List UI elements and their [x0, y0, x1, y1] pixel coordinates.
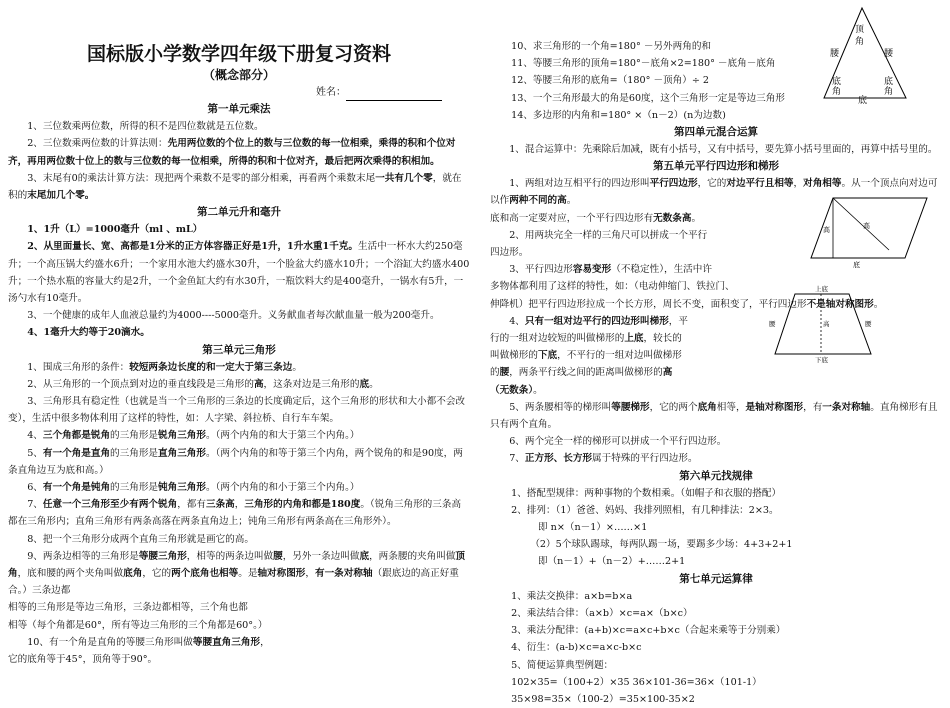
formula-14: 14、多边形的内角和=180° ×（n－2）(n为边数): [511, 109, 726, 121]
para-height-label: 高: [823, 226, 830, 234]
unit7-item2: 2、乘法结合律：（a×b）×c=a×（b×c）: [511, 607, 693, 619]
unit5-item4-line5: （无数条）。: [490, 384, 543, 396]
unit7-item5: 5、简便运算典型例题：: [511, 659, 614, 671]
isosceles-triangle-figure: [812, 4, 922, 104]
page-title: 国标版小学数学四年级下册复习资料: [86, 43, 391, 65]
unit5-item5: 5、两条腰相等的梯形叫等腰梯形，它的两个底角相等，是轴对称图形，有一条对称轴。直角梯形有且只有两个直角。: [490, 401, 938, 431]
para-height2-label: 高: [863, 222, 870, 230]
unit6-heading: 第六单元找规律: [679, 469, 753, 482]
unit5-item4-line2: 行的一组对边较短的叫做梯形的上底，较长的: [490, 333, 682, 345]
trap-leg-right-label: 腰: [865, 320, 872, 328]
formula-11: 11、等腰三角形的顶角=180°－底角×2=180° －底角－底角: [511, 58, 776, 70]
page-subtitle: （概念部分）: [202, 68, 275, 82]
unit3-item6: 6、有一个角是钝角的三角形是钝角三角形。（两个内角的和小于第三个内角。）: [27, 482, 360, 494]
unit3-item7: 7、任意一个三角形至少有两个锐角，都有三条高，三角形的内角和都是180度。（锐角三角形的三条高都在三角形内；直角三角形有两条高落在两条直角边上；钝角三角形有两条高在三角形外）。: [8, 499, 462, 528]
label-base-angle-left-1: 底: [832, 77, 842, 87]
unit5-item7: 7、正方形、长方形属于特殊的平行四边形。: [509, 453, 698, 465]
unit2-heading: 第二单元升和毫升: [197, 206, 281, 219]
unit5-item3-line3: 伸降机）把平行四边形拉成一个长方形，周长不变，面积变了，平行四边形不是轴对称图形。: [490, 298, 884, 310]
parallelogram-figure: [805, 192, 935, 268]
unit6-item2: 2、排列：（1）爸爸、妈妈、我排列照相，有几种排法：2×3。: [511, 504, 779, 516]
trapezoid-figure: [765, 284, 885, 364]
unit1-item1: 1、三位数乘两位数，所得的积不是四位数就是五位数。: [27, 121, 264, 133]
formula-12: 12、等腰三角形的底角=（180° －顶角）÷ 2: [511, 75, 710, 87]
label-base: 底: [858, 96, 868, 104]
unit6-item2-part2-formula: 即（n－1）+（n－2）+……2+1: [538, 556, 686, 568]
label-base-angle-right-2: 角: [884, 87, 894, 97]
trap-top-label: 上底: [815, 285, 828, 293]
unit3-item10-line2: 它的底角等于45°，顶角等于90°。: [8, 654, 158, 666]
unit6-item1: 1、搭配型规律：两种事物的个数相乘。（如帽子和衣服的搭配）: [511, 487, 782, 499]
unit1-item3: 3、末尾有0的乘法计算方法：现把两个乘数不是零的部分相乘，再看两个乘数末尾一共有几个零，就在积的末尾加几个零。: [8, 172, 462, 202]
unit7-item4: 4、衍生：(a-b)×c=a×c-b×c: [511, 642, 642, 654]
unit5-item6: 6、两个完全一样的梯形可以拼成一个平行四边形。: [509, 436, 727, 448]
label-vertex: 顶: [855, 25, 865, 35]
unit2-item2: 2、从里面量长、宽、高都是1分米的正方体容器正好是1升，1升水重1千克。生活中一杯水大约250毫升；一个高压锅大约盛水6升；一个家用水池大约盛水30升，一个脸盆大约盛水10升；一个浴缸大约盛水400升；一个热水瓶的容量大约是2升，一个金鱼缸大约有水30升，一瓶饮料大约是400毫升，一锅水有5升，一汤勺水有10毫升。: [8, 241, 470, 305]
unit3-item2: 2、从三角形的一个顶点到对边的垂直线段是三角形的高，这条对边是三角形的底。: [27, 378, 379, 390]
unit4-heading: 第四单元混合运算: [674, 126, 758, 139]
unit6-item2-part2: （2）5个球队踢球，每两队踢一场，要踢多少场：4+3+2+1: [530, 539, 793, 551]
unit5-item4-line3: 叫做梯形的下底，不平行的一组对边叫做梯形: [490, 350, 682, 362]
unit2-item3: 3、一个健康的成年人血液总量约为4000----5000毫升。义务献血者每次献血量一般为200毫升。: [27, 310, 440, 322]
unit3-item1: 1、围成三角形的条件：较短两条边长度的和一定大于第三条边。: [27, 361, 302, 373]
unit3-item4: 4、三个角都是锐角的三角形是锐角三角形。（两个内角的和大于第三个内角。）: [27, 430, 360, 442]
unit5-item2: 2、用两块完全一样的三角尺可以拼成一个平行: [509, 229, 708, 241]
unit5-item3-line2: 多物体都利用了这样的特性，如：（电动伸缩门、铁拉门、: [490, 281, 735, 293]
unit5-item4: 4、只有一组对边平行的四边形叫梯形，平: [509, 315, 688, 327]
unit7-heading: 第七单元运算律: [679, 572, 753, 585]
unit6-item2-formula: 即 n×（n－1）×……×1: [538, 522, 648, 534]
unit3-item5: 5、有一个角是直角的三角形是直角三角形。（两个内角的和等于第三个内角，两个锐角的和是90度，两条直角边互为底和高。）: [8, 447, 463, 476]
unit5-item1-line2: 底和高一定要对应，一个平行四边形有无数条高。: [490, 212, 702, 224]
unit3-item9-line3: 相等（每个角都是60°，所有等边三角形的三个角都是60°。）: [8, 619, 268, 631]
unit5-heading: 第五单元平行四边形和梯形: [653, 160, 779, 173]
unit3-item10: 10、有一个角是直角的等腰三角形叫做等腰直角三角形，: [27, 636, 270, 648]
unit7-item3: 3、乘法分配律：(a+b)×c=a×c+b×c（合起来乘等于分别乘）: [511, 625, 786, 637]
formula-13: 13、一个三角形最大的角是60度，这个三角形一定是等边三角形: [511, 92, 785, 104]
unit1-item2: 2、三位数乘两位数的计算法则：先用两位数的个位上的数与三位数的每一位相乘，乘得的积和个位对齐，再用两位数十位上的数与三位数的每一位相乘，所得的积和十位对齐，最后把两次乘得的积相加。: [8, 138, 456, 167]
unit2-item4: 4、1毫升大约等于20滴水。: [27, 327, 150, 339]
trap-leg-left-label: 腰: [769, 320, 776, 328]
label-leg-left: 腰: [830, 49, 840, 59]
unit3-item9: 9、两条边相等的三角形是等腰三角形，相等的两条边叫做腰，另外一条边叫做底，两条腰的夹角叫做顶角，底和腰的两个夹角叫做底角，它的两个底角也相等。是轴对称图形，有一条对称轴（跟底边的高正好重合。）三条边都: [8, 550, 466, 597]
unit7-item1: 1、乘法交换律：a×b=b×a: [511, 590, 633, 602]
para-base-label: 底: [853, 261, 860, 268]
name-blank-line: [346, 89, 442, 101]
label-vertex-angle: 角: [855, 37, 865, 47]
label-base-angle-right-1: 底: [884, 77, 894, 87]
name-field: [8, 84, 470, 101]
unit3-item3: 3、三角形具有稳定性（也就是当一个三角形的三条边的长度确定后，这个三角形的形状和大小都不会改变），生活中很多物体利用了这样的特性，如：人字梁、斜拉桥、自行车车架。: [8, 396, 466, 425]
unit5-item3: 3、平行四边形容易变形（不稳定性），生活中许: [509, 264, 712, 276]
trap-bottom-label: 下底: [815, 356, 828, 364]
unit4-item1: 1、混合运算中：先乘除后加减，既有小括号，又有中括号，要先算小括号里面的，再算中括号里的。: [509, 144, 938, 156]
unit5-item4-line4: 的腰，两条平行线之间的距离叫做梯形的高: [490, 367, 673, 379]
unit7-example1: 102×35=（100+2）×35 36×101-36=36×（101-1）: [511, 676, 762, 688]
unit5-item1: 1、两组对边互相平行的四边形叫平行四边形，它的对边平行且相等，对角相等。从一个顶点向对边可以作两种不同的高。: [490, 178, 938, 207]
unit2-item1: 1、1升（L）=1000毫升（ml 、mL）: [27, 224, 203, 236]
trap-height-label: 高: [823, 320, 830, 328]
unit1-heading: 第一单元乘法: [207, 103, 271, 116]
label-leg-right: 腰: [884, 49, 894, 59]
unit3-heading: 第三单元三角形: [202, 343, 276, 356]
label-base-angle-left-2: 角: [832, 87, 842, 97]
unit7-example2: 35×98=35×（100-2）=35×100-35×2: [511, 693, 695, 705]
unit3-item8: 8、把一个三角形分成两个直角三角形就是画它的高。: [27, 533, 254, 545]
unit3-item9-line2: 相等的三角形是等边三角形，三条边都相等，三个角也都: [8, 602, 248, 614]
formula-10: 10、求三角形的一个角=180° －另外两角的和: [511, 41, 712, 52]
unit5-item2-line2: 四边形。: [490, 247, 529, 259]
left-column: [8, 0, 470, 668]
name-label: 姓名：: [316, 87, 346, 98]
